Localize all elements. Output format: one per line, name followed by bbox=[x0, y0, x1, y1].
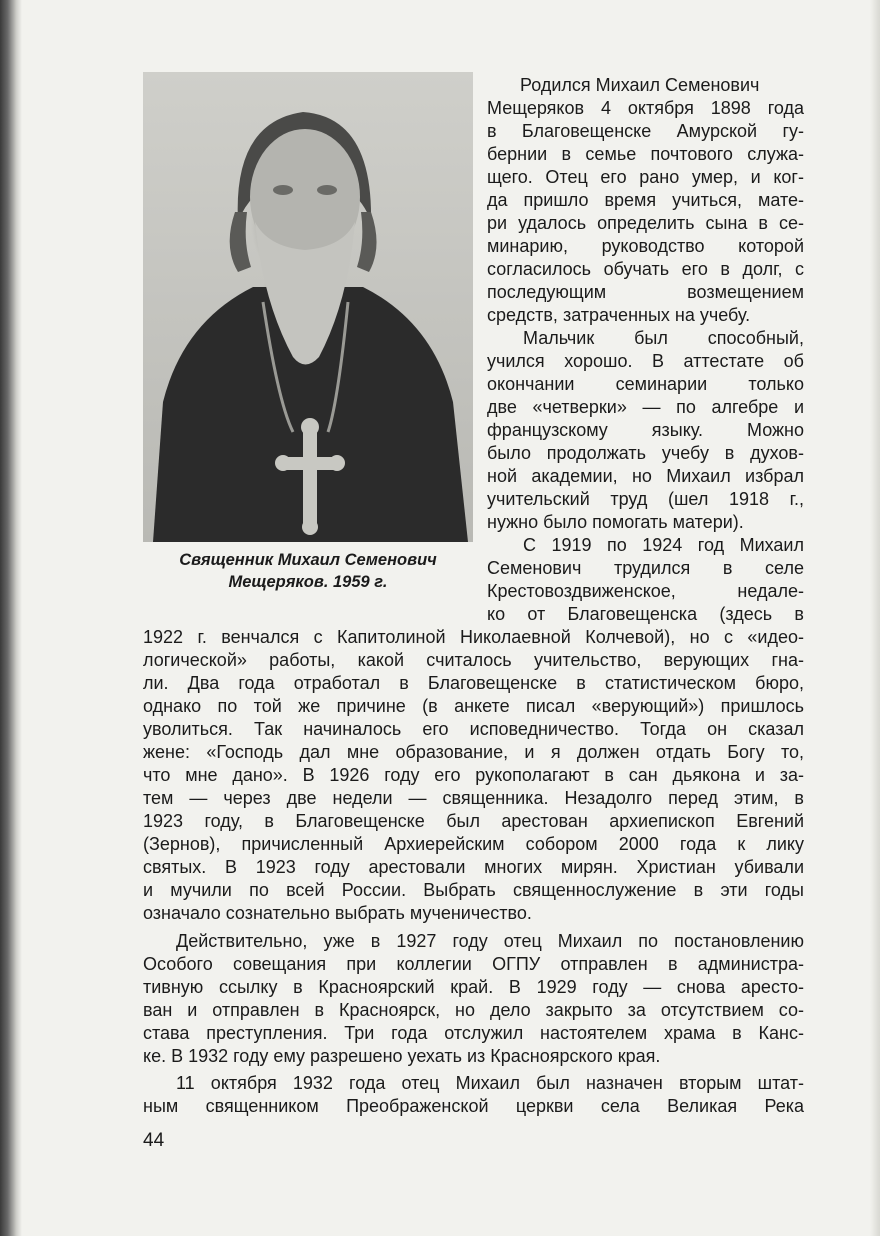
text-line: 1923 году, в Благовещенске был арестован архиепископ Евгений bbox=[143, 811, 804, 831]
photo-caption bbox=[143, 549, 473, 593]
text-line: Действительно, уже в 1927 году отец Михаил по постановлению bbox=[176, 931, 804, 951]
text-line: Мальчик был способный, bbox=[523, 328, 804, 348]
text-line: 11 октября 1932 года отец Михаил был назначен вторым штат- bbox=[176, 1073, 804, 1093]
text-line: последующим возмещением bbox=[487, 282, 804, 302]
text-line: ли. Два года отработал в Благовещенске в статистическом бюро, bbox=[143, 673, 804, 693]
text-line: 1922 г. венчался с Капитолиной Николаевной Колчевой), но с «идео- bbox=[143, 627, 804, 647]
text-line: бернии в семье почтового служа- bbox=[487, 144, 804, 164]
text-line: означало сознательно выбрать мученичество. bbox=[143, 903, 532, 923]
text-line: да пришло время учиться, мате- bbox=[487, 190, 804, 210]
text-line: ко от Благовещенска (здесь в bbox=[487, 604, 804, 624]
text-line: согласилось обучать его в долг, с bbox=[487, 259, 804, 279]
text-line: святых. В 1923 году арестовали многих мирян. Христиан убивали bbox=[143, 857, 804, 877]
text-line: жене: «Господь дал мне образование, и я должен отдать Богу то, bbox=[143, 742, 804, 762]
text-line: ным священником Преображенской церкви села Великая Река bbox=[143, 1096, 804, 1116]
text-line: минарию, руководство которой bbox=[487, 236, 804, 256]
text-line: учительский труд (шел 1918 г., bbox=[487, 489, 804, 509]
text-line: ри удалось определить сына в се- bbox=[487, 213, 804, 233]
text-line: ке. В 1932 году ему разрешено уехать из Красноярского края. bbox=[143, 1046, 661, 1066]
page-fold-shadow bbox=[0, 0, 22, 1236]
page-number: 44 bbox=[143, 1130, 165, 1151]
text-line: Особого совещания при коллегии ОГПУ отправлен в администра- bbox=[143, 954, 804, 974]
text-line: тивную ссылку в Красноярский край. В 1929 году — снова аресто- bbox=[143, 977, 804, 997]
text-line: учился хорошо. В аттестате об bbox=[487, 351, 804, 371]
text-line: Семенович трудился в селе bbox=[487, 558, 804, 578]
text-line: логической» работы, какой считалось учительство, верующих гна- bbox=[143, 650, 804, 670]
text-line: что мне дано». В 1926 году его рукополагают в сан дьякона и за- bbox=[143, 765, 804, 785]
text-line: уволиться. Так начиналось его исповедничество. Тогда он сказал bbox=[143, 719, 804, 739]
text-line: ной академии, но Михаил избрал bbox=[487, 466, 804, 486]
text-line: щего. Отец его рано умер, и ког- bbox=[487, 167, 804, 187]
text-line: было продолжать учебу в духов- bbox=[487, 443, 804, 463]
text-line: Мещеряков 4 октября 1898 года bbox=[487, 98, 804, 118]
caption-line-2: Мещеряков. 1959 г. bbox=[228, 573, 388, 591]
portrait-figure bbox=[143, 72, 473, 542]
text-line: в Благовещенске Амурской гу- bbox=[487, 121, 804, 141]
text-line: тем — через две недели — священника. Незадолго перед этим, в bbox=[143, 788, 804, 808]
text-line: Крестовоздвиженское, недале- bbox=[487, 581, 804, 601]
text-line: Родился Михаил Семенович bbox=[520, 75, 760, 95]
text-line: французскому языку. Можно bbox=[487, 420, 804, 440]
text-line: става преступления. Три года отслужил настоятелем храма в Канс- bbox=[143, 1023, 804, 1043]
text-line: окончании семинарии только bbox=[487, 374, 804, 394]
text-line: С 1919 по 1924 год Михаил bbox=[523, 535, 804, 555]
text-line: две «четверки» — по алгебре и bbox=[487, 397, 804, 417]
portrait-photo bbox=[143, 72, 473, 542]
text-line: ван и отправлен в Красноярск, но дело закрыто за отсутствием со- bbox=[143, 1000, 804, 1020]
text-line: (Зернов), причисленный Архиерейским собором 2000 года к лику bbox=[143, 834, 804, 854]
caption-line-1: Священник Михаил Семенович bbox=[179, 551, 437, 569]
text-line: нужно было помогать матери). bbox=[487, 512, 744, 532]
text-line: и мучили по всей России. Выбрать священнослужение в эти годы bbox=[143, 880, 804, 900]
text-line: средств, затраченных на учебу. bbox=[487, 305, 751, 325]
text-line: однако по той же причине (в анкете писал «верующий») пришлось bbox=[143, 696, 804, 716]
page-right-edge bbox=[870, 0, 880, 1236]
